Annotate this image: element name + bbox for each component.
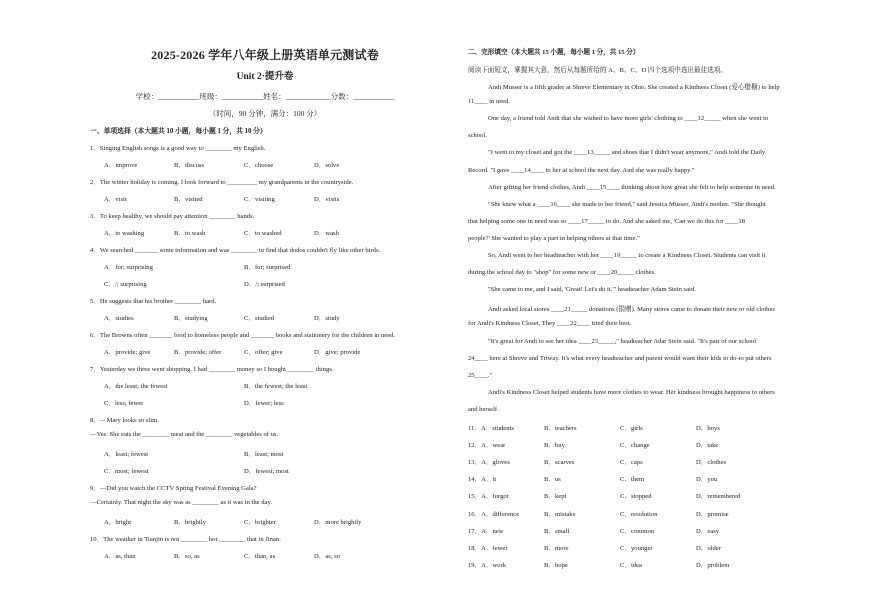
cloze-option[interactable]: D．older <box>696 544 721 552</box>
cloze-option[interactable]: C．resolution <box>620 510 658 518</box>
question-stem: 5．He suggests that his brother ________ hard. <box>90 298 217 305</box>
cloze-option[interactable]: B．buy <box>544 442 565 450</box>
answer-option[interactable]: C．offer; give <box>244 349 283 356</box>
answer-option[interactable]: B．so, as <box>174 553 200 560</box>
answer-option[interactable]: D．solve <box>314 162 340 169</box>
passage-line: Andi asked local stores ____21_____ donations (捐赠). Many stores came to donate their new or old clothes <box>488 306 775 314</box>
answer-option[interactable]: D．fewest; most <box>244 468 289 475</box>
answer-option[interactable]: C．brighter <box>244 519 276 526</box>
passage-line: 24____ here at Shreve and Triway. It's what every headteacher and parent would want their kids to do-to put others <box>468 354 772 362</box>
answer-option[interactable]: A．studies <box>104 315 134 322</box>
answer-option[interactable]: D．more brightly <box>314 519 362 526</box>
answer-option[interactable]: D．as, so <box>314 553 341 560</box>
passage-line: Andi's Kindness Closet helped students have more clothes to wear. Her kindness brought happiness to others <box>488 388 775 396</box>
student-info-line: 学校：___________班级：___________姓名：____________分数：___________ <box>135 92 395 101</box>
answer-option[interactable]: D．wash <box>314 230 339 237</box>
answer-option[interactable]: B．studying <box>174 315 208 322</box>
cloze-option[interactable]: B．more <box>544 544 569 552</box>
answer-option[interactable]: B．provide; offer <box>174 349 222 356</box>
answer-option[interactable]: B．brightly <box>174 519 206 526</box>
answer-option[interactable]: D．/; surprised <box>244 281 285 288</box>
unit-subtitle: Unit 2·提升卷 <box>236 72 294 82</box>
passage-line: "I went to my closet and got the ____13_____ and shoes that I didn't wear anymore," Andi told the Daily <box>488 149 766 157</box>
cloze-option[interactable]: D．problem <box>696 561 730 569</box>
cloze-option[interactable]: D．clothes <box>696 459 727 467</box>
answer-option[interactable]: B．least; most <box>244 451 284 458</box>
section2-instruction: 阅读下面短文，掌握其大意，然后从每题所给的 A、B、C、D 四个选项中选出最佳选项。 <box>468 67 727 74</box>
answer-option[interactable]: B．the fewest; the least <box>244 383 308 390</box>
cloze-option[interactable]: D．promise <box>696 510 729 518</box>
cloze-option[interactable]: 18．A．fewer <box>468 544 508 552</box>
cloze-option[interactable]: D．remembered <box>696 493 741 501</box>
answer-option[interactable]: B．visited <box>174 196 203 203</box>
cloze-option[interactable]: 13．A．gloves <box>468 459 510 467</box>
cloze-option[interactable]: B．small <box>544 527 570 535</box>
answer-option[interactable]: A．visit <box>104 196 127 203</box>
passage-line: that helping some one in need was so ____17_____ to do. And she asked me, 'Can we do this for ____18 <box>468 217 745 225</box>
question-stem-line2: —Certainly. That night the sky was as ________ as it was in the day. <box>90 499 272 506</box>
passage-line: 25____." <box>468 371 493 379</box>
cloze-option[interactable]: C．caps <box>620 459 643 467</box>
passage-line: during the school day to "shop" for some new or ____20_____ clothes. <box>468 269 656 277</box>
cloze-option[interactable]: D．take <box>696 442 719 450</box>
answer-option[interactable]: D．give; provide <box>314 349 361 356</box>
passage-line: Andi Musser is a fifth grader at Shreve Elementary in Ohio. She created a Kindness Closet (爱心壁橱) to help <box>488 84 780 91</box>
answer-option[interactable]: A．for; surprising <box>104 264 153 271</box>
answer-option[interactable]: C．visiting <box>244 196 275 203</box>
cloze-option[interactable]: D．easy <box>696 527 720 535</box>
cloze-option[interactable]: C．stopped <box>620 493 652 501</box>
cloze-option[interactable]: B．hope <box>544 561 568 569</box>
cloze-option[interactable]: B．scarves <box>544 459 575 467</box>
answer-option[interactable]: A．as, than <box>104 553 136 560</box>
section2-heading: 二、完形填空（本大题共 15 小题，每小题 1 分，共 15 分） <box>468 49 640 56</box>
passage-line: school. <box>468 132 487 140</box>
answer-option[interactable]: C．studied <box>244 315 275 322</box>
cloze-option[interactable]: 12．A．wear <box>468 442 506 450</box>
answer-option[interactable]: B．discuss <box>174 162 205 169</box>
cloze-option[interactable]: D．boys <box>696 425 720 432</box>
answer-option[interactable]: D．fewer; less <box>244 400 284 407</box>
cloze-option[interactable]: C．them <box>620 476 645 484</box>
passage-line: "She came to me, and I said, 'Great! Let's do it.'" headteacher Adam Stein said. <box>488 286 696 294</box>
answer-option[interactable]: A．improve <box>104 162 138 169</box>
passage-line: "It's great for Andi to see her idea ____23_____," headteacher Adar Stein said. "It's part of our school <box>488 337 757 345</box>
time-score-line: （时间，90 分钟，满分：100 分） <box>208 109 322 118</box>
answer-option[interactable]: C．/; surprising <box>104 281 147 288</box>
passage-line: 11____ in need. <box>468 98 511 106</box>
cloze-option[interactable]: C．younger <box>620 544 653 552</box>
cloze-option[interactable]: 15．A．forgot <box>468 493 509 501</box>
answer-option[interactable]: A．provide; give <box>104 349 151 356</box>
passage-line: So, Andi went to her headteacher with her ____19_____ to create a Kindness Closet. Students can visit it <box>488 252 766 259</box>
passage-line: One day, a friend told Andi that she wished to have more girls' clothing to ____12_____ when she went to <box>488 115 769 123</box>
answer-option[interactable]: C．choose <box>244 162 274 169</box>
question-stem: 8．—Mary looks so slim. <box>90 417 159 424</box>
passage-line: for Andi's Kindness Closet. They ____22____ tried their best. <box>468 320 632 328</box>
cloze-option[interactable]: 17．A．new <box>468 527 504 535</box>
answer-option[interactable]: A．the least; the fewest <box>104 383 168 390</box>
exam-title: 2025-2026 学年八年级上册英语单元测试卷 <box>151 48 379 62</box>
answer-option[interactable]: C．less; fewer <box>104 400 144 407</box>
cloze-option[interactable]: 11．A．students <box>468 425 514 432</box>
cloze-option[interactable]: C．idea <box>620 561 642 569</box>
answer-option[interactable]: D．visits <box>314 196 340 203</box>
section1-heading: 一、单项选择（本大题共 10 小题，每小题 1 分，共 10 分） <box>90 128 267 135</box>
question-stem: 9．—Did you watch the CCTV Spring Festival Evening Gala? <box>90 485 257 492</box>
question-stem: 6．The Browns often _______ food to homeless people and _______ books and stationery for the children in need. <box>90 332 396 339</box>
answer-option[interactable]: A．least; fewest <box>104 451 149 458</box>
question-stem: 3．To keep healthy, we should pay attention ________ hands. <box>90 213 255 220</box>
passage-line: After gifting her friend clothes, Andi ____15____ thinking about how great she felt to help someone in need. <box>488 183 776 191</box>
answer-option[interactable]: D．study <box>314 315 340 322</box>
cloze-option[interactable]: B．kept <box>544 493 567 501</box>
cloze-option[interactable]: 14．A．it <box>468 476 497 484</box>
cloze-option[interactable]: C．change <box>620 442 650 450</box>
passage-line: and herself. <box>468 405 499 413</box>
cloze-option[interactable]: D．you <box>696 476 718 484</box>
cloze-option[interactable]: 19．A．work <box>468 561 507 569</box>
question-stem: 2．The winter holiday is coming. I look forward to _________ my grandparents in the countryside. <box>90 179 354 186</box>
question-stem: 10．The weather in Tianjin is not ________ hot ________ that in Jinan. <box>90 536 281 543</box>
answer-option[interactable]: C．most; fewest <box>104 468 149 475</box>
answer-option[interactable]: B．to wash <box>174 230 206 237</box>
answer-option[interactable]: C．to washed <box>244 230 282 237</box>
answer-option[interactable]: A．to washing <box>104 230 145 237</box>
question-stem: 1．Singing English songs is a good way to ________ my English. <box>90 145 266 152</box>
cloze-option[interactable]: B．us <box>544 476 561 484</box>
question-stem: 4．We searched _______ some information and was ________ to find that dodos couldn't fly like other birds. <box>90 247 381 254</box>
passage-line: Record. "I gave ____14____ to her at school the next day. And she was really happy." <box>468 166 695 174</box>
question-stem-line2: —Yes. She eats the ________ meat and the ________ vegetables of us. <box>90 431 279 438</box>
cloze-option[interactable]: C．common <box>620 527 655 535</box>
cloze-option[interactable]: 16．A．difference <box>468 510 520 518</box>
cloze-option[interactable]: C．girls <box>620 425 643 432</box>
answer-option[interactable]: B．for; surprised <box>244 264 291 271</box>
answer-option[interactable]: C．than, as <box>244 553 276 560</box>
cloze-option[interactable]: B．mistake <box>544 510 576 518</box>
answer-option[interactable]: A．bright <box>104 519 132 526</box>
question-stem: 7．Yesterday we three went shopping. I had ________ money so I bought ________ things. <box>90 366 334 373</box>
passage-line: people?' She wanted to play a part in helping others at that time." <box>468 234 640 242</box>
cloze-option[interactable]: B．teachers <box>544 425 577 432</box>
passage-line: "She knew what a ____16____ she made to her friend," said Jessica Musser, Andi's mother. "She thought <box>488 200 766 208</box>
